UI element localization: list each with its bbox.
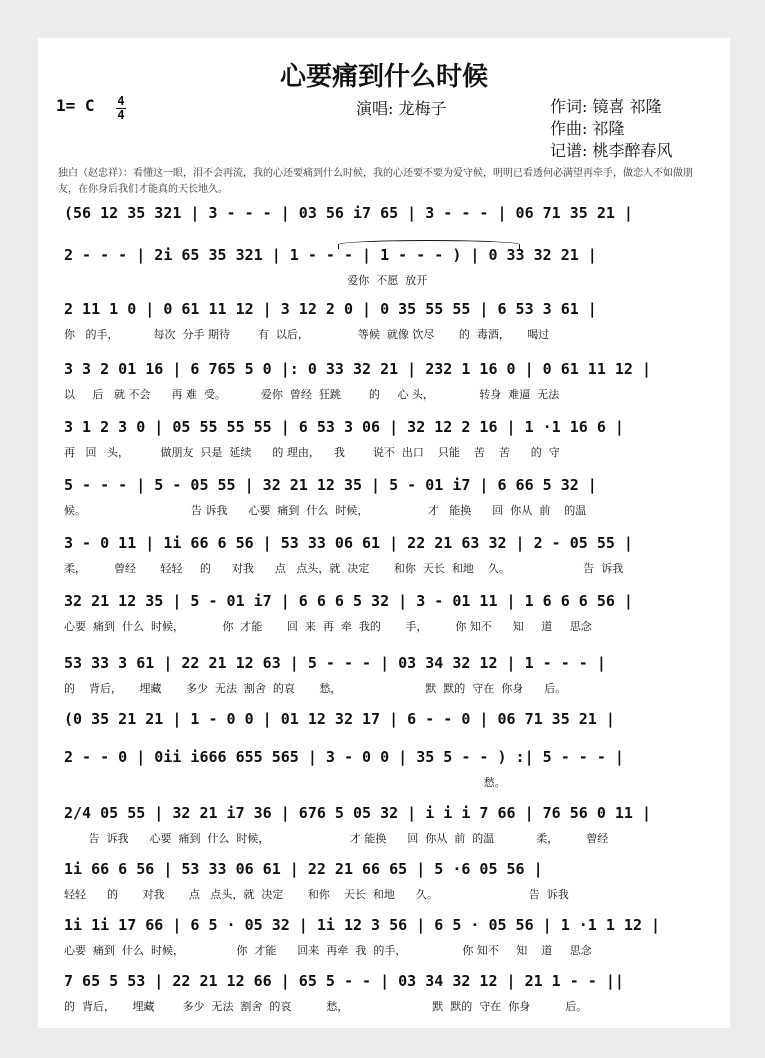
lyrics-line: 爱你 不愿 放开 bbox=[64, 274, 428, 287]
narration-text: 独白（赵忠祥）：看懂这一眼，泪不会再流，我的心还要痛到什么时候，我的心还要不要为爱守候，明明已看透何必满望再牵手，做恋人不如做朋友，在你身后我们才能真的天长地久。 bbox=[58, 168, 693, 195]
lyrics-line: 心要 痛到 什么 时候， 你 才能 回来 再牵 我 的手， 你 知不 知 道 思念 bbox=[64, 944, 592, 957]
composer-credit: 作曲: 祁隆 bbox=[550, 119, 625, 138]
notes-line: 2 11 1 0 | 0 61 11 12 | 3 12 2 0 | 0 35 55 55 | 6 53 3 61 | bbox=[64, 300, 597, 318]
score-row bbox=[38, 968, 730, 1030]
lyrics-line: 轻轻 的 对我 点 点头，就 决定 和你 天长 和地 久。 告 诉我 bbox=[64, 888, 569, 901]
notes-line: 5 - - - | 5 - 05 55 | 32 21 12 35 | 5 - 01 i7 | 6 66 5 32 | bbox=[64, 476, 597, 494]
notes-line: 1i 1i 17 66 | 6 5 · 05 32 | 1i 12 3 56 | 6 5 · 05 56 | 1 ·1 1 12 | bbox=[64, 916, 661, 934]
notes-line: 53 33 3 61 | 22 21 12 63 | 5 - - - | 03 34 32 12 | 1 - - - | bbox=[64, 654, 606, 672]
lyrics-line: 以 后 就 不会 再 难 受。 爱你 曾经 狂跳 的 心 头， 转身 难逼 无法 bbox=[64, 388, 560, 401]
time-signature bbox=[116, 96, 126, 121]
lyrics-line: 候。 告 诉我 心要 痛到 什么 时候， 才 能换 回 你从 前 的温 bbox=[64, 504, 587, 517]
notes-line: 3 3 2 01 16 | 6 765 5 0 |: 0 33 32 21 | 232 1 16 0 | 0 61 11 12 | bbox=[64, 360, 651, 378]
singer-credit: 演唱: 龙梅子 bbox=[356, 99, 447, 118]
lyrics-line: 再 回 头， 做朋友 只是 延续 的 理由， 我 说不 出口 只能 苦 苦 的 守 bbox=[64, 446, 560, 459]
song-title: 心要痛到什么时候 bbox=[279, 62, 488, 92]
notes-line: (0 35 21 21 | 1 - 0 0 | 01 12 32 17 | 6 - - 0 | 06 71 35 21 | bbox=[64, 710, 615, 728]
notes-line: (56 12 35 321 | 3 - - - | 03 56 i7 65 | 3 - - - | 06 71 35 21 | bbox=[64, 204, 633, 222]
lyrics-line: 柔， 曾经 轻轻 的 对我 点 点头，就 决定 和你 天长 和地 久。 告 诉我 bbox=[64, 562, 624, 575]
notes-line: 1i 66 6 56 | 53 33 06 61 | 22 21 66 65 | 5 ·6 05 56 | bbox=[64, 860, 543, 878]
notes-line: 32 21 12 35 | 5 - 01 i7 | 6 6 6 5 32 | 3 - 01 11 | 1 6 6 6 56 | bbox=[64, 592, 633, 610]
key-signature: 1= C bbox=[56, 96, 95, 115]
notes-line: 2 - - 0 | 0ii i666 655 565 | 3 - 0 0 | 35 5 - - ) :| 5 - - - | bbox=[64, 748, 624, 766]
lyrics-line: 你 的手， 每次 分手 期待 有 以后， 等候 就像 饮尽 的 毒酒， 喝过 bbox=[64, 328, 550, 341]
time-top: 4 bbox=[117, 94, 125, 108]
lyrics-line: 的 背后， 埋藏 多少 无法 割舍 的哀 愁， 默 默的 守在 你身 后。 bbox=[64, 1000, 588, 1013]
score-row bbox=[38, 472, 730, 534]
notes-line: 2/4 05 55 | 32 21 i7 36 | 676 5 05 32 | i i i 7 66 | 76 56 0 11 | bbox=[64, 804, 651, 822]
score-row bbox=[38, 242, 730, 304]
score-row bbox=[38, 356, 730, 418]
score-row bbox=[38, 588, 730, 650]
score-row bbox=[38, 414, 730, 476]
lyrics-line: 告 诉我 心要 痛到 什么 时候， 才 能换 回 你从 前 的温 柔， 曾经 bbox=[64, 832, 609, 845]
lyricist-credit: 作词: 镜喜 祁隆 bbox=[550, 97, 662, 116]
score-sheet bbox=[38, 38, 730, 1028]
score-row bbox=[38, 912, 730, 974]
score-row bbox=[38, 650, 730, 712]
score-row bbox=[38, 856, 730, 918]
notes-line: 2 - - - | 2i 65 35 321 | 1 - - - | 1 - - - ) | 0 33 32 21 | bbox=[64, 246, 597, 264]
time-bottom: 4 bbox=[117, 108, 125, 122]
notes-line: 7 65 5 53 | 22 21 12 66 | 65 5 - - | 03 34 32 12 | 21 1 - - || bbox=[64, 972, 624, 990]
transcriber-credit: 记谱: 桃李醉春风 bbox=[550, 141, 673, 160]
score-row bbox=[38, 530, 730, 592]
notes-line: 3 1 2 3 0 | 05 55 55 55 | 6 53 3 06 | 32 12 2 16 | 1 ·1 16 6 | bbox=[64, 418, 624, 436]
lyrics-line: 的 背后， 埋藏 多少 无法 割舍 的哀 愁， 默 默的 守在 你身 后。 bbox=[64, 682, 567, 695]
credits-block bbox=[550, 96, 672, 162]
lyrics-line: 心要 痛到 什么 时候， 你 才能 回 来 再 牵 我的 手， 你 知不 知 道 思念 bbox=[64, 620, 592, 633]
lyrics-line: 愁。 bbox=[64, 776, 506, 789]
notes-line: 3 - 0 11 | 1i 66 6 56 | 53 33 06 61 | 22 21 63 32 | 2 - 05 55 | bbox=[64, 534, 633, 552]
score-row bbox=[38, 744, 730, 806]
score-row bbox=[38, 800, 730, 862]
score-row bbox=[38, 296, 730, 358]
